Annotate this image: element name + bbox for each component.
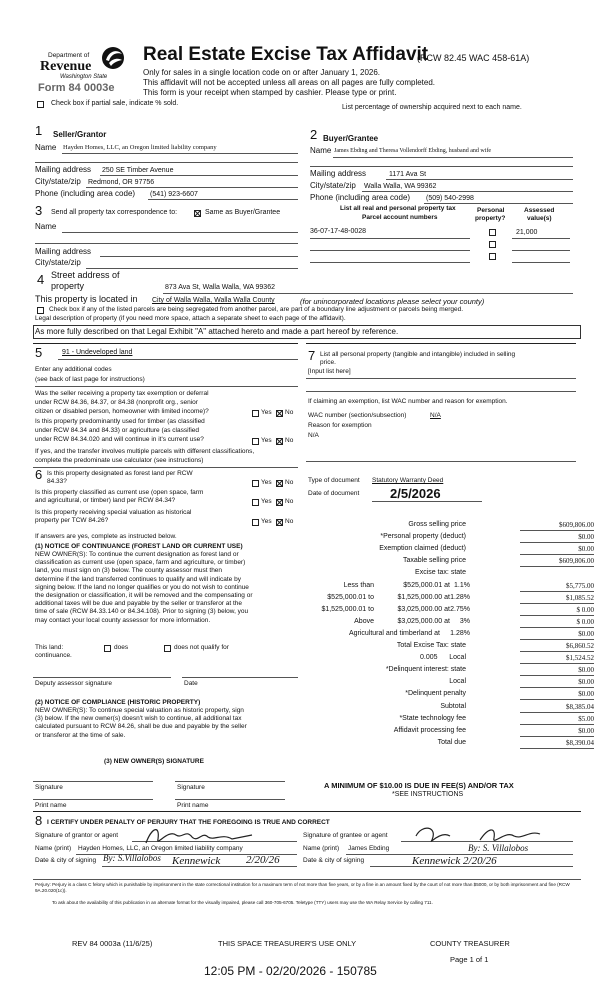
- current-use-q-line1: Is this property classified as current use (open space, farm: [35, 489, 204, 496]
- forest-yes-checkbox[interactable]: [252, 480, 259, 487]
- partial-sale-label: Check box if partial sale, indicate % sold.: [51, 100, 179, 107]
- tax-tier-from: Less than: [343, 581, 374, 589]
- street-label-2: property: [51, 281, 85, 291]
- calc-label: Subtotal: [440, 702, 466, 710]
- personal-list-label-2: price.: [320, 359, 336, 366]
- dept-label: Department of: [48, 52, 90, 59]
- grantor-by[interactable]: By: S.Villalobos: [103, 853, 161, 863]
- doc-date-label: Date of document: [308, 490, 360, 497]
- tax-tier-rate: 1.1%: [454, 581, 470, 589]
- timber-no-checkbox[interactable]: [276, 438, 283, 445]
- calc-value[interactable]: $0.00: [520, 533, 594, 543]
- segregated-checkbox[interactable]: [37, 307, 44, 314]
- certify-statement: I CERTIFY UNDER PENALTY OF PERJURY THAT THE FOREGOING IS TRUE AND CORRECT: [47, 819, 330, 826]
- calc-value[interactable]: $609,806.00: [520, 557, 594, 567]
- grantee-print-name[interactable]: James Ebding: [348, 845, 390, 852]
- seller-mail-label: Mailing address: [35, 165, 92, 174]
- calc-value[interactable]: $0.00: [520, 678, 594, 688]
- grantor-sig-label: Signature of grantor or agent: [35, 832, 119, 839]
- form-number: Form 84 0003e: [38, 82, 115, 94]
- section-4-number: 4: [37, 272, 45, 287]
- buyer-heading: Buyer/Grantee: [323, 134, 379, 143]
- n2-line: NEW OWNER(S): To continue special valuation as historic property, sign: [35, 707, 244, 714]
- calc-label: Total due: [437, 738, 466, 746]
- grantee-date-city-label: Date & city of signing: [303, 857, 365, 864]
- ag-rate: 1.28%: [450, 629, 470, 637]
- legal-label: Legal description of property (if you need more space, attach a separate sheet to each page of the affidavit).: [35, 315, 346, 322]
- seller-name[interactable]: Hayden Homes, LLC, an Oregon limited liability company: [63, 144, 217, 151]
- local-rate: 0.005: [420, 654, 438, 662]
- tax-tier-to: $3,025,000.00 at: [397, 605, 450, 613]
- parcel-heading-2: Parcel account numbers: [362, 214, 438, 221]
- assessed-heading-2: value(s): [527, 215, 552, 222]
- reason-label: Reason for exemption: [308, 422, 372, 429]
- calc-label: Affidavit processing fee: [393, 726, 466, 734]
- seller-city-label: City/state/zip: [35, 177, 81, 186]
- calc-label: *Delinquent interest: state: [385, 666, 466, 674]
- current-use-q-line2: and agricultural, or timber) land per RCW 84.34?: [35, 497, 176, 504]
- tax-tier-from: $1,525,000.01 to: [321, 605, 374, 613]
- calc-label: *State technology fee: [399, 714, 466, 722]
- grantee-sig-label: Signature of grantee or agent: [303, 832, 388, 839]
- partial-sale-checkbox[interactable]: [37, 101, 44, 108]
- exemption-no-checkbox[interactable]: [276, 410, 283, 417]
- exemption-instructions: If claiming an exemption, list WAC number and reason for exemption.: [308, 398, 508, 405]
- parcel-heading-1: List all real and personal property tax: [340, 205, 456, 212]
- current-use-yes-checkbox[interactable]: [252, 499, 259, 506]
- n1-line: additional taxes will be due and payable by the seller or transferor at the: [35, 600, 243, 608]
- parcel-number-1[interactable]: 36-07-17-48-0028: [310, 228, 367, 235]
- calc-value[interactable]: $609,806.00: [520, 521, 594, 531]
- section-3-number: 3: [35, 203, 43, 218]
- n1-line: signing below. If the land no longer qualifies or you do not wish to continue: [35, 583, 249, 591]
- n1-line: classification as current use (open space, farm and agriculture, or timber): [35, 559, 246, 567]
- personal-heading-2: property?: [475, 215, 506, 222]
- calc-value[interactable]: $ 0.00: [520, 606, 594, 616]
- calc-value[interactable]: $0.00: [520, 727, 594, 737]
- timber-q-line1: Is this property predominantly used for timber (as classified: [35, 418, 205, 425]
- buyer-phone[interactable]: (509) 540-2998: [426, 195, 474, 202]
- forest-no-label: No: [285, 479, 294, 486]
- forest-yes-label: Yes: [261, 479, 272, 486]
- located-label: This property is located in: [35, 294, 138, 304]
- personal-heading-1: Personal: [477, 207, 505, 214]
- personal-property-checkbox-2[interactable]: [489, 241, 496, 248]
- rcw-reference: (RCW 82.45 WAC 458-61A): [417, 53, 530, 63]
- historic-yes-label: Yes: [261, 518, 272, 525]
- personal-property-checkbox-3[interactable]: [489, 253, 496, 260]
- timber-q-line3: under RCW 84.34.020 and will continue in it's current use?: [35, 436, 204, 443]
- seller-name-label: Name: [35, 143, 57, 152]
- calc-label: Excise tax: state: [415, 569, 466, 577]
- calc-value[interactable]: $0.00: [520, 545, 594, 555]
- continuance-label: continuance.: [35, 652, 72, 659]
- segregated-label: Check box if any of the listed parcels are being segregated from another parcel, are part of a boundary line adjustment or parcels being merged.: [49, 306, 464, 313]
- same-as-buyer-label: Same as Buyer/Grantee: [205, 209, 281, 216]
- notice-compliance-title: (2) NOTICE OF COMPLIANCE (HISTORIC PROPERTY): [35, 699, 201, 706]
- wac-value[interactable]: N/A: [430, 412, 441, 419]
- does-not-label: does not qualify for: [174, 644, 229, 651]
- grantor-date-city-label: Date & city of signing: [35, 857, 97, 864]
- exemption-yes-checkbox[interactable]: [252, 410, 259, 417]
- header-line-1: Only for sales in a single location code on or after January 1, 2026.: [143, 68, 381, 77]
- tax-tier-to: $525,000.01 at: [403, 581, 450, 589]
- street-label-1: Street address of: [51, 270, 120, 280]
- header-line-3: This form is your receipt when stamped by cashier. Please type or print.: [143, 88, 397, 97]
- calc-value[interactable]: $5.00: [520, 715, 594, 725]
- section-2-number: 2: [310, 127, 318, 142]
- located-note: (for unincorporated locations please select your county): [300, 297, 485, 306]
- calc-label: Local: [449, 654, 466, 662]
- see-instructions: *SEE INSTRUCTIONS: [392, 791, 464, 798]
- minimum-due-note: A MINIMUM OF $10.00 IS DUE IN FEE(S) AND/OR TAX: [324, 781, 514, 790]
- exemption-q-line2: under RCW 84.36, 84.37, or 84.38 (nonprofit org., senior: [35, 399, 198, 406]
- buyer-city-label: City/state/zip: [310, 181, 356, 190]
- state-label: Washington State: [60, 74, 108, 80]
- calc-label: *Delinquent penalty: [405, 690, 466, 698]
- calc-value[interactable]: $0.00: [520, 630, 594, 640]
- seller-phone[interactable]: (541) 923-6607: [150, 191, 198, 198]
- tax-tier-from: $525,000.01 to: [327, 593, 374, 601]
- county-treasurer-label: COUNTY TREASURER: [430, 939, 510, 948]
- seller-phone-label: Phone (including area code): [35, 189, 136, 198]
- owner-print-label-2: Print name: [177, 802, 209, 809]
- n1-line: NEW OWNER(S): To continue the current designation as forest land or: [35, 551, 239, 558]
- land-use-code[interactable]: 91 - Undeveloped land: [62, 349, 133, 356]
- calc-label: Gross selling price: [408, 521, 466, 528]
- forest-q-line1: Is this property designated as forest land per RCW: [47, 470, 193, 477]
- notice-continuance-title: (1) NOTICE OF CONTINUANCE (FOREST LAND OR CURRENT USE): [35, 543, 243, 550]
- calc-value[interactable]: $6,860.52: [520, 642, 594, 652]
- doc-date-value[interactable]: 2/5/2026: [390, 486, 441, 501]
- section-8-number: 8: [35, 813, 43, 828]
- exemption-no-label: No: [285, 409, 294, 416]
- tax-tier-to: $3,025,000.00 at: [397, 617, 450, 625]
- timber-yes-label: Yes: [261, 437, 272, 444]
- does-not-checkbox[interactable]: [164, 645, 171, 652]
- calc-label: Local: [449, 678, 466, 686]
- personal-property-checkbox-1[interactable]: [489, 229, 496, 236]
- tax-tier-to: $1,525,000.00 at: [397, 593, 450, 601]
- deputy-sig-label: Deputy assessor signature: [35, 680, 112, 687]
- ownership-note: List percentage of ownership acquired next to each name.: [342, 104, 522, 111]
- buyer-mail[interactable]: 1171 Ava St: [389, 171, 427, 178]
- buyer-phone-label: Phone (including area code): [310, 193, 411, 202]
- current-use-no-label: No: [285, 498, 294, 505]
- forest-no-checkbox[interactable]: [276, 480, 283, 487]
- n2-line: (3) below. If the new owner(s) doesn't wish to continue, all additional tax: [35, 715, 242, 723]
- calc-label: Taxable selling price: [402, 557, 466, 565]
- timber-yes-checkbox[interactable]: [252, 438, 259, 445]
- this-land-label: This land:: [35, 644, 64, 651]
- n1-line: land, you must sign on (3) below. The county assessor must then: [35, 567, 223, 575]
- assessed-value-1[interactable]: 21,000: [516, 229, 538, 236]
- exemption-q-line3: citizen or disabled person, homeowner with limited income)?: [35, 408, 209, 415]
- historic-no-label: No: [285, 518, 294, 525]
- page-number: Page 1 of 1: [450, 955, 489, 964]
- historic-no-checkbox[interactable]: [276, 519, 283, 526]
- calc-label: *Personal property (deduct): [380, 533, 466, 541]
- exemption-q-line1: Was the seller receiving a property tax exemption or deferral: [35, 390, 209, 397]
- section-7-number: 7: [308, 348, 316, 363]
- corr-mail-label: Mailing address: [35, 247, 92, 256]
- calc-value[interactable]: $1,524.52: [520, 654, 594, 664]
- buyer-mail-label: Mailing address: [310, 169, 367, 178]
- multi-parcel-note-2: complete the predominate use calculator (see instructions): [35, 457, 204, 464]
- buyer-name[interactable]: James Ebding and Theresa Vollendorff Ebding, husband and wife: [334, 148, 492, 154]
- wac-label: WAC number (section/subsection): [308, 412, 407, 419]
- same-as-buyer-checkbox[interactable]: [194, 210, 201, 217]
- calc-value[interactable]: $0.00: [520, 690, 594, 700]
- exemption-yes-label: Yes: [261, 409, 272, 416]
- codes-label-2: (see back of last page for instructions): [35, 376, 145, 383]
- tax-tier-rate: 3%: [459, 617, 470, 625]
- owner-signature-label-1: Signature: [35, 784, 63, 791]
- revenue-logo-text: Revenue: [40, 59, 92, 74]
- receipt-stamp: 12:05 PM - 02/20/2026 - 150785: [204, 964, 377, 978]
- seller-mail[interactable]: 250 SE Timber Avenue: [102, 167, 174, 174]
- calc-label: Agricultural and timberland at: [348, 629, 440, 637]
- does-label: does: [114, 644, 129, 651]
- calc-value[interactable]: $8,385.04: [520, 703, 594, 713]
- historic-q-line2: property per TCW 84.26?: [35, 517, 109, 524]
- new-owner-signature-title: (3) NEW OWNER(S) SIGNATURE: [104, 758, 204, 765]
- revenue-logo-icon: [100, 46, 126, 75]
- historic-yes-checkbox[interactable]: [252, 519, 259, 526]
- form-title: Real Estate Excise Tax Affidavit: [143, 44, 429, 65]
- does-checkbox[interactable]: [104, 645, 111, 652]
- calc-value[interactable]: $0.00: [520, 666, 594, 676]
- property-street[interactable]: 873 Ava St, Walla Walla, WA 99362: [165, 284, 275, 291]
- tax-tier-from: Above: [354, 617, 374, 625]
- tax-tier-rate: 1.28%: [450, 593, 470, 601]
- tax-tier-rate: 2.75%: [450, 605, 470, 613]
- grantor-date[interactable]: 2/20/26: [246, 854, 280, 866]
- grantee-print-label: Name (print): [303, 845, 340, 852]
- corr-city-label: City/state/zip: [35, 258, 81, 267]
- owner-signature-label-2: Signature: [177, 784, 205, 791]
- alternate-format-notice: To ask about the availability of this publication in an alternate format for the visually impaired, please call 360-705-6705. Teletype (TTY) users may use the WA Relay Service by calling 711.: [52, 900, 433, 905]
- buyer-name-label: Name: [310, 146, 332, 155]
- historic-q-line1: Is this property receiving special valuation as historical: [35, 509, 192, 516]
- n1-line: time of sale (RCW 84.33.140 or 84.34.108). Prior to signing (3) below, you: [35, 608, 249, 616]
- n2-line: calculated pursuant to RCW 84.26, shall be due and payable by the seller: [35, 723, 247, 731]
- n1-line: determine if the land transferred continues to qualify and will indicate by: [35, 575, 241, 583]
- grantor-print-name[interactable]: Hayden Homes, LLC, an Oregon limited liability company: [78, 845, 243, 852]
- revision-number: REV 84 0003a (11/6/25): [72, 939, 153, 948]
- calc-label: Exemption claimed (deduct): [379, 545, 466, 553]
- grantee-by[interactable]: By: S. Villalobos: [468, 843, 529, 853]
- section-5-number: 5: [35, 345, 43, 360]
- located-value[interactable]: City of Walla Walla, Walla Walla County: [152, 297, 275, 304]
- correspondence-label: Send all property tax correspondence to:: [51, 209, 178, 216]
- n2-line: or transferor at the time of sale.: [35, 731, 126, 739]
- if-yes-note: If answers are yes, complete as instructed below.: [35, 533, 177, 540]
- grantor-city[interactable]: Kennewick: [172, 855, 221, 867]
- legal-description[interactable]: As more fully described on that Legal Exhibit "A" attached hereto and made a part hereof by reference.: [35, 327, 399, 336]
- perjury-notice: Perjury: Perjury is a class C felony which is punishable by imprisonment in the state correctional institution for a maximum term of not more than five years, or by a fine in an amount fixed by the court of not more than $5000, or by both imprisonment and fine (RCW 9A.20.020(1c)).: [35, 882, 570, 893]
- buyer-city[interactable]: Walla Walla, WA 99362: [364, 183, 437, 190]
- multi-parcel-note-1: If yes, and the transfer involves multiple parcels with different classifications,: [35, 448, 255, 455]
- section-1-number: 1: [35, 123, 43, 138]
- timber-no-label: No: [285, 437, 294, 444]
- n1-line: the designation or classification, it will be removed and the compensating or: [35, 592, 253, 599]
- owner-print-label-1: Print name: [35, 802, 67, 809]
- n1-line: may contact your local county assessor for more information.: [35, 616, 211, 624]
- treasurer-use-label: THIS SPACE TREASURER'S USE ONLY: [218, 939, 357, 948]
- seller-city[interactable]: Redmond, OR 97756: [88, 179, 155, 186]
- personal-list-label-1: List all personal property (tangible and intangible) included in selling: [320, 351, 516, 358]
- seller-heading: Seller/Grantor: [53, 130, 107, 139]
- calc-value[interactable]: $8,390.04: [520, 739, 594, 749]
- calc-value[interactable]: $ 0.00: [520, 618, 594, 628]
- header-line-2: This affidavit will not be accepted unless all areas on all pages are fully completed.: [143, 78, 436, 87]
- calc-value[interactable]: $5,775.00: [520, 582, 594, 592]
- personal-list-input[interactable]: [Input list here]: [308, 368, 351, 375]
- assessed-heading-1: Assessed: [524, 207, 555, 214]
- doc-type-value[interactable]: Statutory Warranty Deed: [372, 477, 444, 484]
- reason-value[interactable]: N/A: [308, 432, 319, 439]
- timber-q-line2: under RCW 84.34 and 84.33) or agriculture (as classified: [35, 427, 200, 434]
- forest-q-line2: 84.33?: [47, 478, 67, 485]
- calc-label: Total Excise Tax: state: [396, 642, 466, 649]
- section-6-number: 6: [35, 467, 43, 482]
- codes-label-1: Enter any additional codes: [35, 366, 112, 373]
- grantor-print-label: Name (print): [35, 845, 72, 852]
- current-use-no-checkbox[interactable]: [276, 499, 283, 506]
- doc-type-label: Type of document: [308, 477, 360, 484]
- grantee-date-city[interactable]: Kennewick 2/20/26: [412, 855, 497, 867]
- current-use-yes-label: Yes: [261, 498, 272, 505]
- calc-value[interactable]: $1,085.52: [520, 594, 594, 604]
- corr-name-label: Name: [35, 222, 57, 231]
- deputy-date-label: Date: [184, 680, 198, 687]
